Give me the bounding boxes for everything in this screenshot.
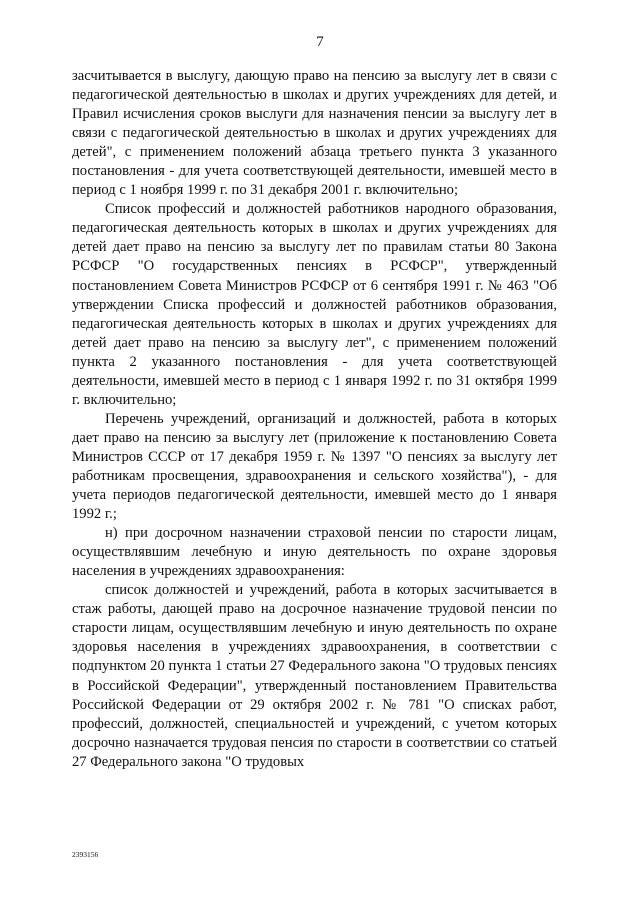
document-body: [72, 67, 557, 772]
paragraph-continuation: засчитывается в выслугу, дающую право на пенсию за выслугу лет в связи с педагогической деятельностью в школах и других учреждениях для детей, и Правил исчисления сроков выслуги для назначения пенсии за выслугу лет в связи с педагогической деятельностью в школах и других учреждениях для детей", с применением положений абзаца третьего пункта 3 указанного постановления - для учета соответствующей деятельности, имевшей место в период с 1 ноября 1999 г. по 31 декабря 2001 г. включительно;: [72, 68, 557, 199]
paragraph-institutions-list: Перечень учреждений, организаций и должностей, работа в которых дает право на пенсию за выслугу лет (приложение к постановлению Совета Министров СССР от 17 декабря 1959 г. № 1397 "О пенсиях за выслугу лет работникам просвещения, здравоохранения и сельского хозяйства"), - для учета периодов педагогической деятельности, имевшей место до 1 января 1992 г.;: [72, 410, 557, 523]
paragraph-teachers-list: Список профессий и должностей работников народного образования, педагогическая деятельность которых в школах и других учреждениях для детей дает право на пенсию за выслугу лет по правилам статьи 80 Закона РСФСР "О государственных пенсиях в РСФСР", утвержденный постановлением Совета Министров РСФСР от 6 сентября 1991 г. № 463 "Об утверждении Списка профессий и должностей работников образования, педагогическая деятельность которых в школах и других учреждениях для детей дает право на пенсию за выслугу лет", с применением положений пункта 2 указанного постановления - для учета соответствующей деятельности, имевшей место в период с 1 января 1992 г. по 31 октября 1999 г. включительно;: [72, 201, 557, 408]
document-code: 2393156: [72, 850, 99, 859]
page-number: 7: [316, 34, 324, 50]
paragraph-healthcare-list: список должностей и учреждений, работа в которых засчитывается в стаж работы, дающей право на досрочное назначение трудовой пенсии по старости лицам, осуществлявшим лечебную и иную деятельность по охране здоровья населения в учреждениях здравоохранения, в соответствии с подпунктом 20 пункта 1 статьи 27 Федерального закона "О трудовых пенсиях в Российской Федерации", утвержденный постановлением Правительства Российской Федерации от 29 октября 2002 г. № 781 "О списках работ, профессий, должностей, специальностей и учреждений, с учетом которых досрочно назначается трудовая пенсия по старости в соответствии со статьей 27 Федерального закона "О трудовых: [72, 582, 557, 770]
paragraph-item-n: н) при досрочном назначении страховой пенсии по старости лицам, осуществлявшим лечебную и иную деятельность по охране здоровья населения в учреждениях здравоохранения:: [72, 525, 557, 580]
